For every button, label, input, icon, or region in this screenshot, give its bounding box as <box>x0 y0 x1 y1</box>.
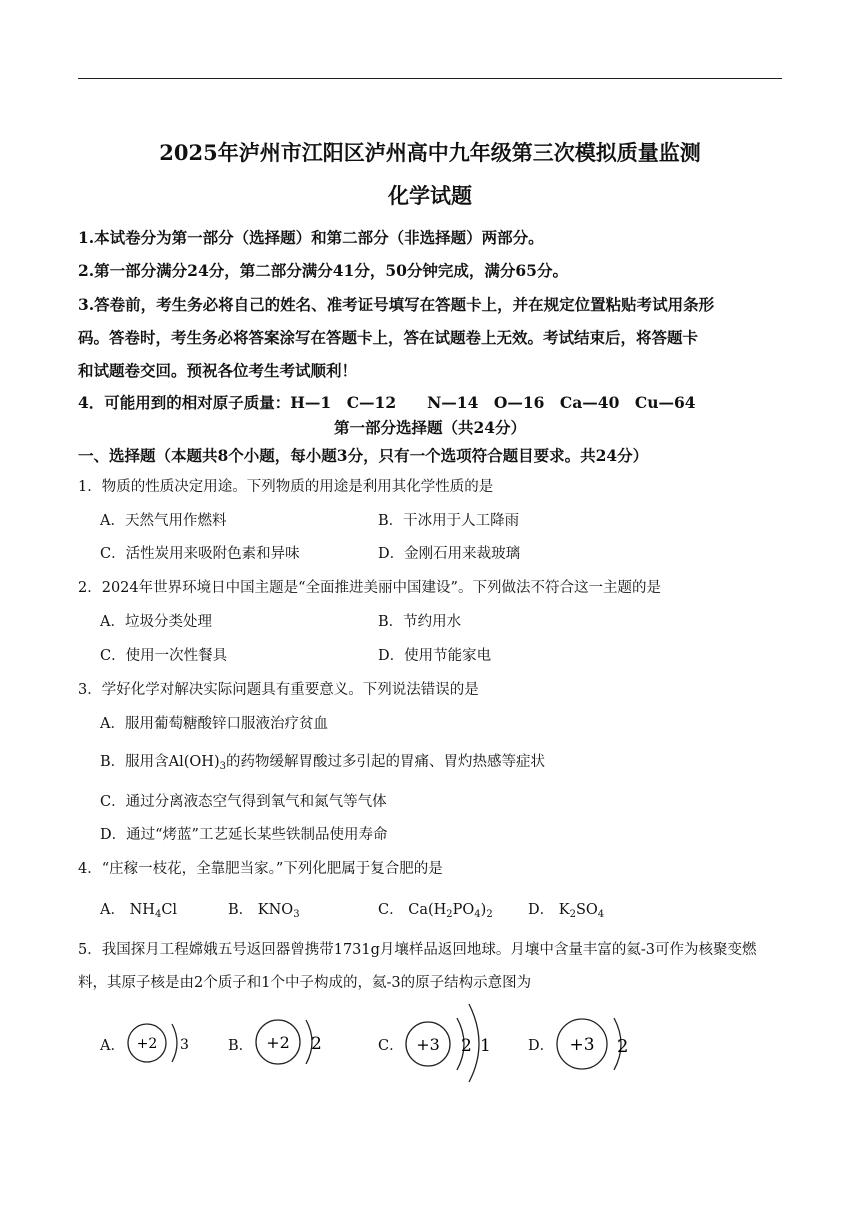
q2-option-b: B．节约用水 <box>378 614 462 630</box>
q5-d-nucleus-charge: +3 <box>569 1035 595 1055</box>
note-3: 3.答卷前，考生务必将自己的姓名、准考证号填写在答题卡上，并在规定位置粘贴考试用条形 <box>78 295 715 314</box>
part1-heading: 第一部分选择题（共24分） <box>333 418 527 437</box>
page-subtitle: 化学试题 <box>388 183 472 208</box>
q5-a-nucleus-charge: +2 <box>136 1036 158 1052</box>
question-1-stem: 1．物质的性质决定用途。下列物质的用途是利用其化学性质的是 <box>78 479 494 495</box>
q5-a-shell-1-electrons: 3 <box>180 1037 189 1053</box>
q4-option-a: A． $NH_4Cl$ <box>100 902 178 920</box>
calcium-dihydrogen-phosphate-formula: $Ca(H_2PO_4)_2$ <box>408 902 493 920</box>
q1-option-c: C．活性炭用来吸附色素和异味 <box>100 546 300 562</box>
q5-option-c-label: C． <box>378 1038 404 1054</box>
q5-a-shell-1-arc <box>172 1024 177 1062</box>
q5-d-shell-1-electrons: 2 <box>617 1036 629 1057</box>
q3-option-c: C．通过分离液态空气得到氧气和氮气等气体 <box>100 794 387 810</box>
question-2-stem: 2．2024年世界环境日中国主题是“全面推进美丽中国建设”。下列做法不符合这一主题的是 <box>78 580 661 596</box>
aluminum-hydroxide-formula: $Al(OH)_3$ <box>168 754 226 772</box>
q1-option-d: D．金刚石用来裁玻璃 <box>378 546 521 562</box>
q5-c-shell-1-electrons: 2 <box>461 1036 472 1056</box>
q5-option-a-label: A． <box>100 1038 125 1054</box>
note-2: 2.第一部分满分24分，第二部分满分41分，50分钟完成，满分65分。 <box>78 261 568 280</box>
q5-option-d-atom-diagram <box>552 1014 642 1074</box>
question-5-stem-line1: 5．我国探月工程嫦娥五号返回器曾携带1731g月壤样品返回地球。月壤中含量丰富的氦-3可作为核聚变燃 <box>78 942 757 958</box>
q1-option-a: A．天然气用作燃料 <box>100 513 227 529</box>
q3-option-b <box>100 750 545 772</box>
q2-option-d: D．使用节能家电 <box>378 648 492 664</box>
q5-option-c-atom-diagram <box>400 1000 500 1084</box>
ammonium-chloride-formula: $NH_4Cl$ <box>129 902 178 920</box>
q5-b-shell-1-electrons: 2 <box>311 1034 322 1054</box>
q4-option-d: D． $K_2SO_4$ <box>528 902 605 920</box>
q5-option-b-label: B． <box>228 1038 254 1054</box>
section-heading: 一、选择题（本题共8个小题，每小题3分，只有一个选项符合题目要求。共24分） <box>78 446 649 465</box>
q5-b-nucleus-charge: +2 <box>266 1033 290 1052</box>
question-4-stem: 4．“庄稼一枝花，全靠肥当家。”下列化肥属于复合肥的是 <box>78 861 443 877</box>
q1-option-b: B．干冰用于人工降雨 <box>378 513 520 529</box>
q3-option-b-prefix: B．服用含 <box>100 754 169 770</box>
q3-option-a: A．服用葡萄糖酸锌口服液治疗贫血 <box>100 716 328 732</box>
note-3-cont: 码。答卷时，考生务必将答案涂写在答题卡上，答在试题卷上无效。考试结束后，将答题卡 <box>78 328 699 347</box>
q4-option-b: B． $KNO_3$ <box>228 902 300 920</box>
question-3-stem: 3．学好化学对解决实际问题具有重要意义。下列说法错误的是 <box>78 682 479 698</box>
page-title: 2025年泸州市江阳区泸州高中九年级第三次模拟质量监测 <box>159 140 701 165</box>
q5-c-shell-2-electrons: 1 <box>480 1036 491 1056</box>
q5-c-nucleus-charge: +3 <box>416 1035 440 1054</box>
q3-option-d: D．通过“烤蓝”工艺延长某些铁制品使用寿命 <box>100 827 388 843</box>
q2-option-a: A．垃圾分类处理 <box>100 614 212 630</box>
q5-option-b-atom-diagram <box>250 1014 330 1070</box>
note-3-cont2: 和试题卷交回。预祝各位考生考试顺利！ <box>78 361 358 380</box>
q5-option-a-atom-diagram <box>120 1018 200 1068</box>
q3-option-b-suffix: 的药物缓解胃酸过多引起的胃痛、胃灼热感等症状 <box>226 754 545 770</box>
note-4: 4．可能用到的相对原子质量：H—1 C—12 N—14 O—16 Ca—40 Cu—64 <box>78 393 696 412</box>
potassium-sulfate-formula: $K_2SO_4$ <box>558 902 605 920</box>
question-5-stem-line2: 料，其原子核是由2个质子和1个中子构成的，氦-3的原子结构示意图为 <box>78 975 532 991</box>
q5-option-d-label: D． <box>528 1038 555 1054</box>
q2-option-c: C．使用一次性餐具 <box>100 648 228 664</box>
note-1: 1.本试卷分为第一部分（选择题）和第二部分（非选择题）两部分。 <box>78 228 544 247</box>
potassium-nitrate-formula: $KNO_3$ <box>257 902 300 920</box>
header-rule <box>78 78 782 79</box>
q4-option-c: C． $Ca(H_2PO_4)_2$ <box>378 902 493 920</box>
